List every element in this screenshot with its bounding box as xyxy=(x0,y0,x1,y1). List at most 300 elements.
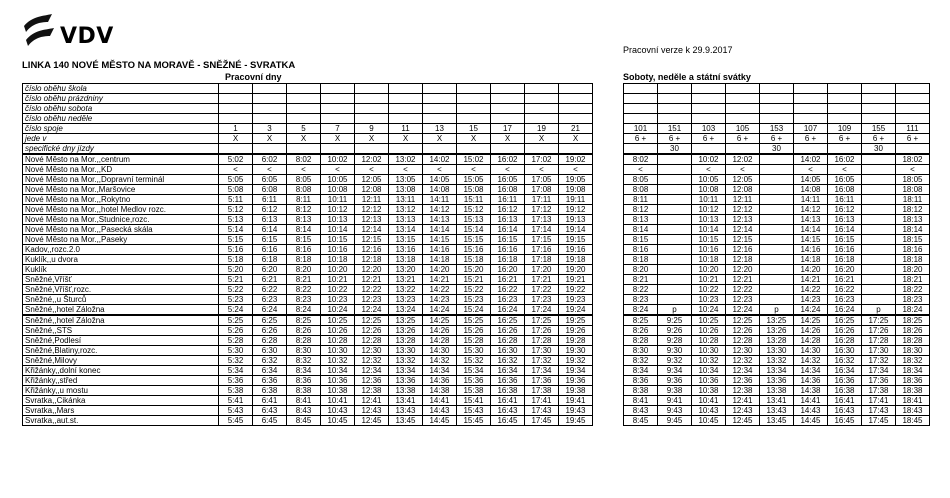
time-cell: 8:18 xyxy=(287,255,321,265)
meta-cell xyxy=(862,104,896,114)
time-cell: 12:41 xyxy=(726,396,760,406)
meta-cell: 1 xyxy=(219,124,253,134)
time-cell: 9:38 xyxy=(658,386,692,396)
meta-row xyxy=(23,114,593,124)
time-cell: 14:02 xyxy=(794,154,828,165)
time-cell: 16:20 xyxy=(491,265,525,275)
time-cell: 17:36 xyxy=(525,376,559,386)
time-cell xyxy=(760,185,794,195)
time-cell: 19:28 xyxy=(559,336,593,346)
meta-cell xyxy=(828,144,862,155)
time-cell: 5:13 xyxy=(219,215,253,225)
time-cell: 10:36 xyxy=(321,376,355,386)
version-note: Pracovní verze k 29.9.2017 xyxy=(623,45,733,55)
time-cell: 13:20 xyxy=(389,265,423,275)
time-cell: 13:24 xyxy=(389,305,423,316)
time-cell: 17:43 xyxy=(525,406,559,416)
time-cell: 16:38 xyxy=(828,386,862,396)
time-cell: 5:34 xyxy=(219,366,253,376)
time-cell: 19:43 xyxy=(559,406,593,416)
time-cell: 14:20 xyxy=(794,265,828,275)
time-cell: 10:24 xyxy=(321,305,355,316)
meta-cell xyxy=(321,94,355,104)
meta-cell xyxy=(760,104,794,114)
time-cell: 19:22 xyxy=(559,285,593,295)
time-cell: 14:32 xyxy=(794,356,828,366)
meta-row xyxy=(624,94,930,104)
time-cell: < xyxy=(525,165,559,175)
stop-name: Sněžné,,u Šturců xyxy=(23,295,219,305)
time-cell: 5:25 xyxy=(219,315,253,326)
time-cell: 18:26 xyxy=(896,326,930,336)
time-cell: 5:45 xyxy=(219,416,253,426)
time-cell: 14:30 xyxy=(423,346,457,356)
time-cell: 15:22 xyxy=(457,285,491,295)
time-cell: 10:14 xyxy=(692,225,726,235)
stop-name: Sněžné,,hotel Záložna xyxy=(23,305,219,316)
time-cell: 8:24 xyxy=(287,305,321,316)
time-cell: < xyxy=(726,165,760,175)
meta-row xyxy=(23,104,593,114)
time-cell xyxy=(658,205,692,215)
meta-cell xyxy=(624,94,658,104)
time-cell: 16:18 xyxy=(491,255,525,265)
time-cell: 5:30 xyxy=(219,346,253,356)
time-cell: 18:11 xyxy=(896,195,930,205)
meta-cell xyxy=(423,114,457,124)
time-cell xyxy=(760,175,794,185)
time-cell: 14:13 xyxy=(423,215,457,225)
time-cell: 8:15 xyxy=(624,235,658,245)
meta-cell xyxy=(760,114,794,124)
meta-cell xyxy=(525,144,559,155)
time-cell: 6:45 xyxy=(253,416,287,426)
time-cell: 12:11 xyxy=(355,195,389,205)
time-cell: 12:38 xyxy=(355,386,389,396)
time-cell: 16:15 xyxy=(491,235,525,245)
time-cell: 12:08 xyxy=(726,185,760,195)
time-cell: 19:34 xyxy=(559,366,593,376)
time-cell: 15:14 xyxy=(457,225,491,235)
time-cell: 18:28 xyxy=(896,336,930,346)
meta-cell xyxy=(457,114,491,124)
meta-cell: 109 xyxy=(828,124,862,134)
stop-row xyxy=(23,175,593,185)
time-cell: 10:11 xyxy=(321,195,355,205)
time-cell: 10:22 xyxy=(692,285,726,295)
stop-row xyxy=(23,305,593,316)
time-cell: 14:12 xyxy=(423,205,457,215)
time-cell xyxy=(862,154,896,165)
time-cell: 15:28 xyxy=(457,336,491,346)
meta-cell xyxy=(457,84,491,94)
time-cell: 12:05 xyxy=(355,175,389,185)
time-cell: 14:15 xyxy=(423,235,457,245)
time-cell: 19:15 xyxy=(559,235,593,245)
time-cell: 10:43 xyxy=(321,406,355,416)
time-cell: 17:15 xyxy=(525,235,559,245)
time-cell: 10:21 xyxy=(692,275,726,285)
time-cell: 10:02 xyxy=(321,154,355,165)
stop-row xyxy=(624,366,930,376)
time-cell: 14:28 xyxy=(794,336,828,346)
stop-row xyxy=(23,235,593,245)
time-cell: 16:13 xyxy=(828,215,862,225)
time-cell: 8:32 xyxy=(287,356,321,366)
time-cell: 16:13 xyxy=(491,215,525,225)
time-cell: 17:13 xyxy=(525,215,559,225)
time-cell: 17:05 xyxy=(525,175,559,185)
time-cell: 8:45 xyxy=(624,416,658,426)
meta-cell: 6 + xyxy=(726,134,760,144)
time-cell: 10:34 xyxy=(321,366,355,376)
time-cell: 14:16 xyxy=(423,245,457,255)
time-cell: 18:12 xyxy=(896,205,930,215)
time-cell: 18:22 xyxy=(896,285,930,295)
time-cell: 5:02 xyxy=(219,154,253,165)
time-cell: 14:30 xyxy=(794,346,828,356)
meta-cell: 105 xyxy=(726,124,760,134)
time-cell: 12:08 xyxy=(355,185,389,195)
time-cell: 14:21 xyxy=(794,275,828,285)
time-cell: 10:22 xyxy=(321,285,355,295)
time-cell: 13:28 xyxy=(389,336,423,346)
time-cell: 8:24 xyxy=(624,305,658,316)
stop-name: Nové Město na Mor.,,KD xyxy=(23,165,219,175)
time-cell: 6:18 xyxy=(253,255,287,265)
time-cell: 16:32 xyxy=(828,356,862,366)
time-cell: 13:38 xyxy=(389,386,423,396)
meta-cell xyxy=(287,144,321,155)
time-cell: 14:45 xyxy=(423,416,457,426)
stop-row xyxy=(23,165,593,175)
time-cell: 18:14 xyxy=(896,225,930,235)
time-cell: 8:21 xyxy=(624,275,658,285)
time-cell: 12:12 xyxy=(726,205,760,215)
time-cell: 17:16 xyxy=(525,245,559,255)
meta-cell: X xyxy=(389,134,423,144)
time-cell: 16:34 xyxy=(491,366,525,376)
time-cell: 17:45 xyxy=(862,416,896,426)
stop-row xyxy=(23,285,593,295)
time-cell: 19:26 xyxy=(559,326,593,336)
time-cell: 12:05 xyxy=(726,175,760,185)
time-cell: 14:45 xyxy=(794,416,828,426)
time-cell: 10:24 xyxy=(692,305,726,316)
stop-row xyxy=(23,255,593,265)
meta-cell xyxy=(658,94,692,104)
time-cell: 18:38 xyxy=(896,386,930,396)
time-cell: 5:43 xyxy=(219,406,253,416)
time-cell: 12:30 xyxy=(726,346,760,356)
weekend-timetable xyxy=(623,83,930,426)
time-cell: 15:23 xyxy=(457,295,491,305)
weekday-timetable xyxy=(22,83,593,426)
time-cell: 10:12 xyxy=(321,205,355,215)
stop-row xyxy=(624,205,930,215)
time-cell: 19:23 xyxy=(559,295,593,305)
time-cell: 6:43 xyxy=(253,406,287,416)
time-cell: 14:28 xyxy=(423,336,457,346)
time-cell: 18:36 xyxy=(896,376,930,386)
meta-cell: X xyxy=(525,134,559,144)
time-cell: 17:22 xyxy=(525,285,559,295)
time-cell: < xyxy=(896,165,930,175)
time-cell xyxy=(862,275,896,285)
time-cell: 8:14 xyxy=(624,225,658,235)
stop-row xyxy=(23,336,593,346)
time-cell: 6:36 xyxy=(253,376,287,386)
meta-row xyxy=(624,124,930,134)
time-cell: 15:38 xyxy=(457,386,491,396)
time-cell: 13:11 xyxy=(389,195,423,205)
time-cell: 10:41 xyxy=(321,396,355,406)
meta-cell: X xyxy=(355,134,389,144)
time-cell: 8:18 xyxy=(624,255,658,265)
meta-cell: 111 xyxy=(896,124,930,134)
time-cell: 12:45 xyxy=(726,416,760,426)
time-cell xyxy=(760,245,794,255)
time-cell: 10:08 xyxy=(321,185,355,195)
time-cell: 13:34 xyxy=(760,366,794,376)
time-cell: 12:25 xyxy=(726,315,760,326)
time-cell: 15:16 xyxy=(457,245,491,255)
time-cell: 5:15 xyxy=(219,235,253,245)
time-cell: 12:41 xyxy=(355,396,389,406)
time-cell: 9:28 xyxy=(658,336,692,346)
time-cell: 14:41 xyxy=(794,396,828,406)
time-cell: < xyxy=(287,165,321,175)
meta-cell xyxy=(760,94,794,104)
time-cell: 14:34 xyxy=(794,366,828,376)
time-cell: 8:34 xyxy=(287,366,321,376)
meta-cell xyxy=(525,104,559,114)
time-cell: 10:28 xyxy=(692,336,726,346)
time-cell: 6:02 xyxy=(253,154,287,165)
meta-cell xyxy=(559,84,593,94)
time-cell: 16:32 xyxy=(491,356,525,366)
time-cell: 15:18 xyxy=(457,255,491,265)
time-cell: 17:20 xyxy=(525,265,559,275)
time-cell: 8:16 xyxy=(287,245,321,255)
time-cell: 19:24 xyxy=(559,305,593,316)
stop-name: Sněžné,Vříšť,rozc. xyxy=(23,285,219,295)
time-cell: 5:08 xyxy=(219,185,253,195)
time-cell: 10:18 xyxy=(321,255,355,265)
time-cell xyxy=(760,235,794,245)
time-cell: 9:41 xyxy=(658,396,692,406)
meta-cell xyxy=(658,84,692,94)
time-cell: 14:36 xyxy=(423,376,457,386)
time-cell: 8:23 xyxy=(287,295,321,305)
meta-cell xyxy=(658,104,692,114)
time-cell: 14:26 xyxy=(423,326,457,336)
time-cell: 10:30 xyxy=(692,346,726,356)
time-cell: 6:11 xyxy=(253,195,287,205)
time-cell: 13:30 xyxy=(760,346,794,356)
stop-name: Nové Město na Mor.,,Dopravní terminál xyxy=(23,175,219,185)
stop-row xyxy=(23,215,593,225)
meta-cell xyxy=(692,84,726,94)
time-cell: 18:34 xyxy=(896,366,930,376)
time-cell: 12:15 xyxy=(355,235,389,245)
time-cell: 8:43 xyxy=(624,406,658,416)
meta-label: číslo oběhu neděle xyxy=(23,114,219,124)
time-cell: 19:12 xyxy=(559,205,593,215)
time-cell: 10:08 xyxy=(692,185,726,195)
time-cell: 16:30 xyxy=(491,346,525,356)
time-cell xyxy=(760,195,794,205)
time-cell: 17:12 xyxy=(525,205,559,215)
time-cell: 8:08 xyxy=(287,185,321,195)
time-cell xyxy=(760,295,794,305)
time-cell: 19:30 xyxy=(559,346,593,356)
meta-cell xyxy=(862,84,896,94)
time-cell: 14:08 xyxy=(794,185,828,195)
meta-cell xyxy=(794,144,828,155)
meta-cell xyxy=(219,84,253,94)
meta-row xyxy=(624,114,930,124)
time-cell: 8:22 xyxy=(624,285,658,295)
time-cell: 14:13 xyxy=(794,215,828,225)
time-cell: 19:16 xyxy=(559,245,593,255)
meta-cell: X xyxy=(219,134,253,144)
stop-name: Křižánky,,dolní konec xyxy=(23,366,219,376)
time-cell: 6:15 xyxy=(253,235,287,245)
time-cell: 16:25 xyxy=(828,315,862,326)
time-cell: 8:43 xyxy=(287,406,321,416)
time-cell xyxy=(862,295,896,305)
time-cell: 19:41 xyxy=(559,396,593,406)
time-cell: 12:22 xyxy=(726,285,760,295)
time-cell: 8:05 xyxy=(287,175,321,185)
time-cell: 14:12 xyxy=(794,205,828,215)
time-cell xyxy=(862,225,896,235)
stop-name: Sněžné,Podlesí xyxy=(23,336,219,346)
meta-cell xyxy=(491,114,525,124)
stop-name: Nové Město na Mor.,Maršovice xyxy=(23,185,219,195)
time-cell xyxy=(658,295,692,305)
meta-cell xyxy=(692,144,726,155)
time-cell: 6:13 xyxy=(253,215,287,225)
time-cell: 6:26 xyxy=(253,326,287,336)
stop-row xyxy=(624,346,930,356)
time-cell: 16:26 xyxy=(828,326,862,336)
meta-cell: 155 xyxy=(862,124,896,134)
meta-cell: 11 xyxy=(389,124,423,134)
time-cell: 18:24 xyxy=(896,305,930,316)
time-cell: 19:25 xyxy=(559,315,593,326)
time-cell: 17:11 xyxy=(525,195,559,205)
time-cell: 8:36 xyxy=(287,376,321,386)
time-cell: 10:23 xyxy=(321,295,355,305)
time-cell: 16:11 xyxy=(828,195,862,205)
stop-row xyxy=(624,376,930,386)
stop-row xyxy=(624,326,930,336)
meta-cell xyxy=(321,144,355,155)
time-cell: 6:41 xyxy=(253,396,287,406)
meta-cell xyxy=(794,84,828,94)
stop-row xyxy=(23,416,593,426)
time-cell xyxy=(658,255,692,265)
time-cell: p xyxy=(862,305,896,316)
time-cell: 18:18 xyxy=(896,255,930,265)
time-cell: 17:25 xyxy=(862,315,896,326)
time-cell: 19:08 xyxy=(559,185,593,195)
time-cell: 14:26 xyxy=(794,326,828,336)
meta-cell xyxy=(624,144,658,155)
time-cell: 15:21 xyxy=(457,275,491,285)
meta-cell xyxy=(525,114,559,124)
meta-cell: 6 + xyxy=(828,134,862,144)
time-cell: 13:05 xyxy=(389,175,423,185)
time-cell: 17:28 xyxy=(862,336,896,346)
time-cell: 10:20 xyxy=(321,265,355,275)
time-cell: 5:24 xyxy=(219,305,253,316)
time-cell: 10:14 xyxy=(321,225,355,235)
meta-cell xyxy=(896,144,930,155)
time-cell: 13:14 xyxy=(389,225,423,235)
time-cell xyxy=(862,285,896,295)
time-cell: 15:34 xyxy=(457,366,491,376)
meta-cell xyxy=(794,94,828,104)
time-cell: 12:21 xyxy=(726,275,760,285)
time-cell: 13:36 xyxy=(389,376,423,386)
stop-row xyxy=(23,315,593,326)
time-cell xyxy=(658,195,692,205)
time-cell: 13:43 xyxy=(760,406,794,416)
time-cell: 16:26 xyxy=(491,326,525,336)
stop-name: Svratka,,Mars xyxy=(23,406,219,416)
time-cell: 12:25 xyxy=(355,315,389,326)
time-cell: < xyxy=(457,165,491,175)
time-cell: 12:32 xyxy=(726,356,760,366)
time-cell: 9:32 xyxy=(658,356,692,366)
time-cell: 5:21 xyxy=(219,275,253,285)
time-cell: 15:25 xyxy=(457,315,491,326)
time-cell: 8:25 xyxy=(624,315,658,326)
meta-cell xyxy=(559,144,593,155)
time-cell xyxy=(658,285,692,295)
meta-cell xyxy=(321,114,355,124)
time-cell: 10:23 xyxy=(692,295,726,305)
meta-cell xyxy=(457,94,491,104)
time-cell: 14:43 xyxy=(423,406,457,416)
time-cell: 16:14 xyxy=(491,225,525,235)
stop-name: Sněžné,Milovy xyxy=(23,356,219,366)
time-cell: 14:11 xyxy=(423,195,457,205)
time-cell: 16:24 xyxy=(491,305,525,316)
time-cell: 6:24 xyxy=(253,305,287,316)
meta-cell: 13 xyxy=(423,124,457,134)
time-cell: 12:13 xyxy=(355,215,389,225)
time-cell xyxy=(862,175,896,185)
time-cell: 13:28 xyxy=(760,336,794,346)
time-cell: 12:24 xyxy=(726,305,760,316)
time-cell: 18:30 xyxy=(896,346,930,356)
meta-cell xyxy=(389,104,423,114)
time-cell: 14:16 xyxy=(794,245,828,255)
time-cell xyxy=(862,205,896,215)
stop-row xyxy=(23,386,593,396)
time-cell: 10:16 xyxy=(692,245,726,255)
meta-cell xyxy=(794,114,828,124)
time-cell: 6:34 xyxy=(253,366,287,376)
meta-cell: 19 xyxy=(525,124,559,134)
time-cell: 10:11 xyxy=(692,195,726,205)
time-cell: 10:30 xyxy=(321,346,355,356)
stop-row xyxy=(23,154,593,165)
